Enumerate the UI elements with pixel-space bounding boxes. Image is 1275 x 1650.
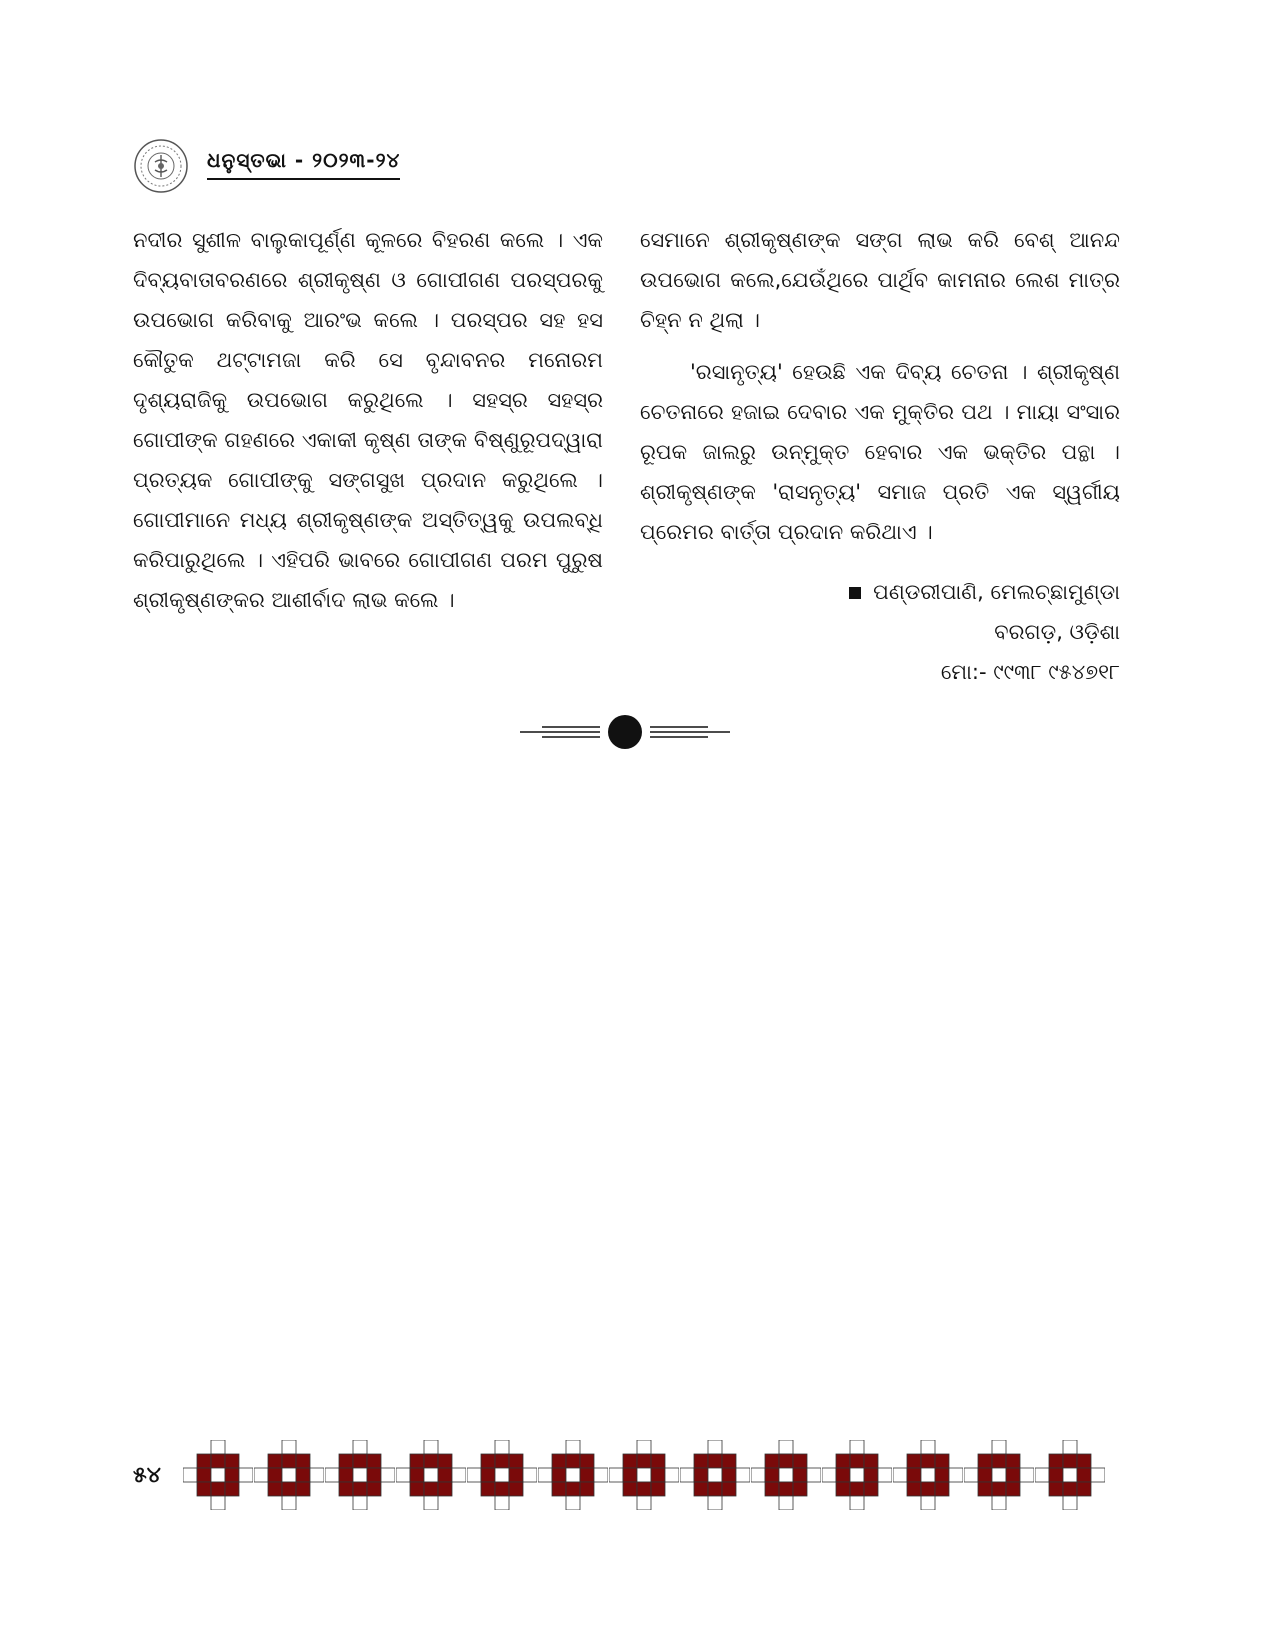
cross-stitch-motif-icon	[183, 1440, 253, 1510]
cross-stitch-motif-icon	[822, 1440, 892, 1510]
cross-stitch-motif-icon	[893, 1440, 963, 1510]
author-name: ପଣ୍ଡରୀପାଣି, ମେଲଚ୍ଛାମୁଣ୍ଡା	[873, 580, 1120, 604]
right-paragraph-2: 'ରସାନୃତ୍ୟ' ହେଉଛି ଏକ ଦିବ୍ୟ ଚେତନା । ଶ୍ରୀକୃଷ୍ଣ ଚେତନାରେ ହଜାଇ ଦେବାର ଏକ ମୁକ୍ତିର ପଥ । ମାୟା ସଂସାର ରୂପକ ଜାଲରୁ ଉନ୍ମୁକ୍ତ ହେବାର ଏକ ଭକ୍ତିର ପନ୍ଥା । ଶ୍ରୀକୃଷ୍ଣଙ୍କ 'ରାସନୃତ୍ୟ' ସମାଜ ପ୍ରତି ଏକ ସ୍ୱର୍ଗୀୟ ପ୍ରେମର ବାର୍ତ୍ତା ପ୍ରଦାନ କରିଥାଏ ।	[640, 360, 1120, 544]
left-column	[133, 220, 603, 620]
section-divider-ornament	[520, 712, 730, 752]
author-signature	[849, 572, 1120, 692]
emblem-seal-icon	[133, 138, 189, 194]
square-bullet-icon	[849, 587, 861, 599]
footer-motif-border	[183, 1440, 1106, 1510]
journal-title: ଧନୁସ୍ତଭା - ୨୦୨୩-୨୪	[207, 148, 400, 180]
cross-stitch-motif-icon	[609, 1440, 679, 1510]
page-footer	[133, 1440, 1106, 1510]
page-header	[133, 136, 400, 196]
cross-stitch-motif-icon	[325, 1440, 395, 1510]
author-name-line	[849, 572, 1120, 612]
cross-stitch-motif-icon	[964, 1440, 1034, 1510]
cross-stitch-motif-icon	[254, 1440, 324, 1510]
cross-stitch-motif-icon	[1035, 1440, 1105, 1510]
cross-stitch-motif-icon	[751, 1440, 821, 1510]
author-place: ବରଗଡ଼, ଓଡ଼ିଶା	[994, 620, 1120, 644]
cross-stitch-motif-icon	[680, 1440, 750, 1510]
author-phone: ମୋ:- ୯୯୩୮ ୯୫୪୭୧୮	[940, 660, 1120, 684]
left-paragraph: ନଦୀର ସୁଶୀଳ ବାଲୁକାପୂର୍ଣ୍ଣ କୂଳରେ ବିହରଣ କଲେ । ଏକ ଦିବ୍ୟବାତାବରଣରେ ଶ୍ରୀକୃଷ୍ଣ ଓ ଗୋପୀଗଣ ପରସ୍ପରକୁ ଉପଭୋଗ କରିବାକୁ ଆରଂଭ କଲେ । ପରସ୍ପର ସହ ହସ କୌତୁକ ଥଟ୍ଟାମଜା କରି ସେ ବୃନ୍ଦାବନର ମନୋରମ ଦୃଶ୍ୟରାଜିକୁ ଉପଭୋଗ କରୁଥିଲେ । ସହସ୍ର ସହସ୍ର ଗୋପୀଙ୍କ ଗହଣରେ ଏକାକୀ କୃଷ୍ଣ ତାଙ୍କ ବିଷ୍ଣୁରୂପଦ୍ୱାରା ପ୍ରତ୍ୟକ ଗୋପୀଙ୍କୁ ସଙ୍ଗସୁଖ ପ୍ରଦାନ କରୁଥିଲେ । ଗୋପୀମାନେ ମଧ୍ୟ ଶ୍ରୀକୃଷ୍ଣଙ୍କ ଅସ୍ତିତ୍ୱକୁ ଉପଲବ୍ଧି କରିପାରୁଥିଲେ । ଏହିପରି ଭାବରେ ଗୋପୀଗଣ ପରମ ପୁରୁଷ ଶ୍ରୀକୃଷ୍ଣଙ୍କର ଆଶୀର୍ବାଦ ଲାଭ କଲେ ।	[133, 228, 603, 612]
cross-stitch-motif-icon	[396, 1440, 466, 1510]
cross-stitch-motif-icon	[538, 1440, 608, 1510]
right-paragraph-1: ସେମାନେ ଶ୍ରୀକୃଷ୍ଣଙ୍କ ସଙ୍ଗ ଲାଭ କରି ବେଶ୍ ଆନନ୍ଦ ଉପଭୋଗ କଲେ,ଯେଉଁଥିରେ ପାର୍ଥିବ କାମନାର ଲେଶ ମାତ୍ର ଚିହ୍ନ ନ ଥିଲା ।	[640, 228, 1120, 332]
page-number: ୫୪	[133, 1462, 161, 1488]
cross-stitch-motif-icon	[467, 1440, 537, 1510]
right-column	[640, 220, 1120, 552]
